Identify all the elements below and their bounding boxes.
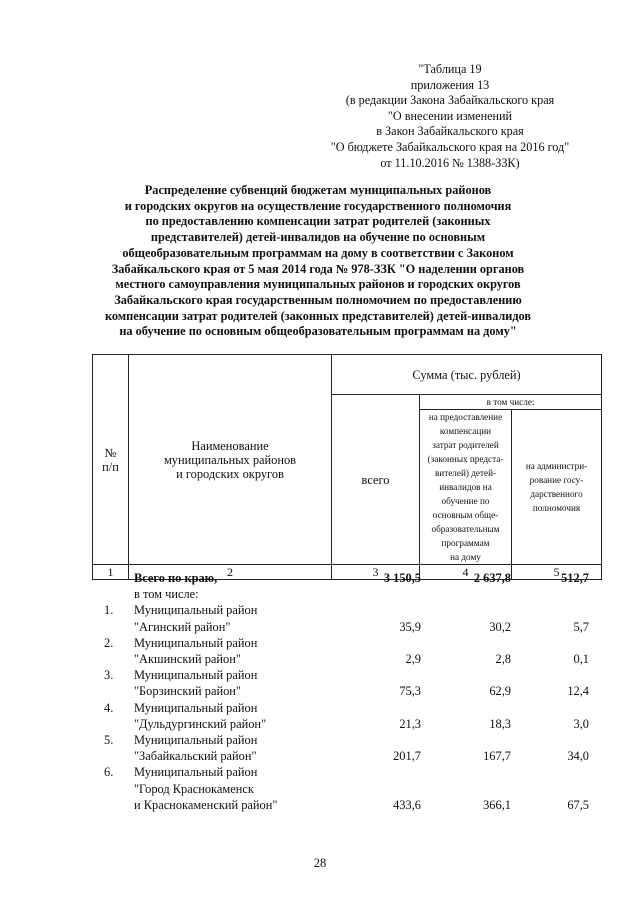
- header-line: в Закон Забайкальского края: [376, 124, 524, 139]
- col-header-name: Наименование муниципальных районов и городских округов: [129, 355, 332, 565]
- row-number: 4.: [104, 700, 114, 715]
- row-name: Муниципальный район "Агинский район": [134, 603, 258, 634]
- table-row: [92, 732, 601, 764]
- title-line: по предоставлению компенсации затрат родителей (законных: [145, 214, 491, 229]
- row-administration: 5,7: [573, 619, 589, 634]
- table-row: [92, 667, 601, 699]
- col-header-including: в том числе:: [420, 395, 602, 410]
- row-name: Муниципальный район "Город Краснокаменск и Краснокаменский район": [134, 765, 278, 812]
- total-compensation: 2 637,8: [473, 571, 511, 585]
- row-total: 21,3: [399, 716, 421, 731]
- row-number: 2.: [104, 635, 114, 650]
- row-name: Муниципальный район "Акшинский район": [134, 635, 258, 667]
- table-row: [92, 602, 601, 634]
- title-line: Забайкальского края от 5 мая 2014 года № 978-ЗЗК "О наделении органов: [111, 261, 525, 276]
- total-sublabel: в том числе:: [134, 587, 199, 602]
- row-total: 201,7: [393, 749, 421, 764]
- table-row: [92, 764, 601, 813]
- row-name: Муниципальный район "Борзинский район": [134, 668, 258, 699]
- header-line: "О внесении изменений: [387, 108, 513, 123]
- row-total: 75,3: [399, 684, 421, 699]
- row-total: 35,9: [399, 619, 421, 634]
- col-header-sum: Сумма (тыс. рублей): [332, 355, 602, 395]
- col-header-total: всего: [332, 395, 420, 565]
- total-sublabel-row: [92, 586, 601, 602]
- header-line: приложения 13: [410, 77, 490, 92]
- row-name: Муниципальный район "Забайкальский район": [134, 733, 258, 764]
- col-header-compensation: на предоставление компенсации затрат родителей (законных предста- вителей) детей- инвалидов на обучение по основным обще- образовательным программам на дому: [420, 410, 512, 565]
- row-compensation: 18,3: [489, 716, 511, 731]
- title-line: и городских округов на осуществление государственного полномочия: [124, 198, 512, 213]
- row-compensation: 2,8: [495, 652, 511, 667]
- col-number-5: 5: [512, 565, 602, 580]
- row-number: 6.: [104, 765, 114, 780]
- row-administration: 0,1: [573, 652, 589, 667]
- col-header-number: № п/п: [93, 355, 129, 565]
- row-total: 2,9: [405, 652, 421, 667]
- title-line: местного самоуправления муниципальных районов и городских округов: [115, 277, 521, 292]
- row-compensation: 167,7: [483, 749, 511, 764]
- table-body: [92, 570, 601, 813]
- row-compensation: 62,9: [489, 684, 511, 699]
- total-label: Всего по краю,: [134, 571, 218, 585]
- row-number: 3.: [104, 668, 114, 683]
- col-number-3: 3: [332, 565, 420, 580]
- row-number: 1.: [104, 603, 114, 618]
- title-line: на обучение по основным общеобразовательным программам на дому": [119, 324, 517, 339]
- row-administration: 3,0: [573, 716, 589, 731]
- row-administration: 12,4: [567, 684, 589, 699]
- page-number: 28: [313, 856, 327, 870]
- header-line: (в редакции Закона Забайкальского края: [345, 93, 555, 108]
- row-administration: 67,5: [567, 797, 589, 812]
- col-header-administration: на администри- рование госу- дарственного полномочия: [512, 410, 602, 565]
- table-row: [92, 700, 601, 732]
- title-line: общеобразовательным программам на дому в соответствии с Законом: [122, 245, 514, 260]
- total-administration: 512,7: [561, 571, 589, 585]
- row-number: 5.: [104, 733, 114, 748]
- header-line: "О бюджете Забайкальского края на 2016 год": [330, 139, 570, 154]
- header-line: от 11.10.2016 № 1388-ЗЗК): [380, 155, 520, 170]
- total-value: 3 150,5: [383, 571, 421, 585]
- document-header: [300, 62, 600, 171]
- row-administration: 34,0: [567, 749, 589, 764]
- title-line: компенсации затрат родителей (законных представителей) детей-инвалидов: [104, 308, 532, 323]
- col-number-1: 1: [93, 565, 129, 580]
- header-line: "Таблица 19: [418, 62, 482, 76]
- title-line: Распределение субвенций бюджетам муниципальных районов: [144, 183, 492, 197]
- col-number-4: 4: [420, 565, 512, 580]
- row-compensation: 30,2: [489, 619, 511, 634]
- col-number-2: 2: [129, 565, 332, 580]
- table-row: [92, 635, 601, 667]
- row-name: Муниципальный район "Дульдургинский район": [134, 700, 267, 731]
- title-line: Забайкальского края государственным полномочием по предоставлению: [114, 292, 522, 307]
- allocation-table-header: [92, 354, 602, 580]
- row-total: 433,6: [393, 797, 421, 812]
- document-title: [90, 183, 546, 340]
- title-line: представителей) детей-инвалидов на обучение по основным: [150, 230, 486, 245]
- total-row: [92, 570, 601, 586]
- row-compensation: 366,1: [483, 797, 511, 812]
